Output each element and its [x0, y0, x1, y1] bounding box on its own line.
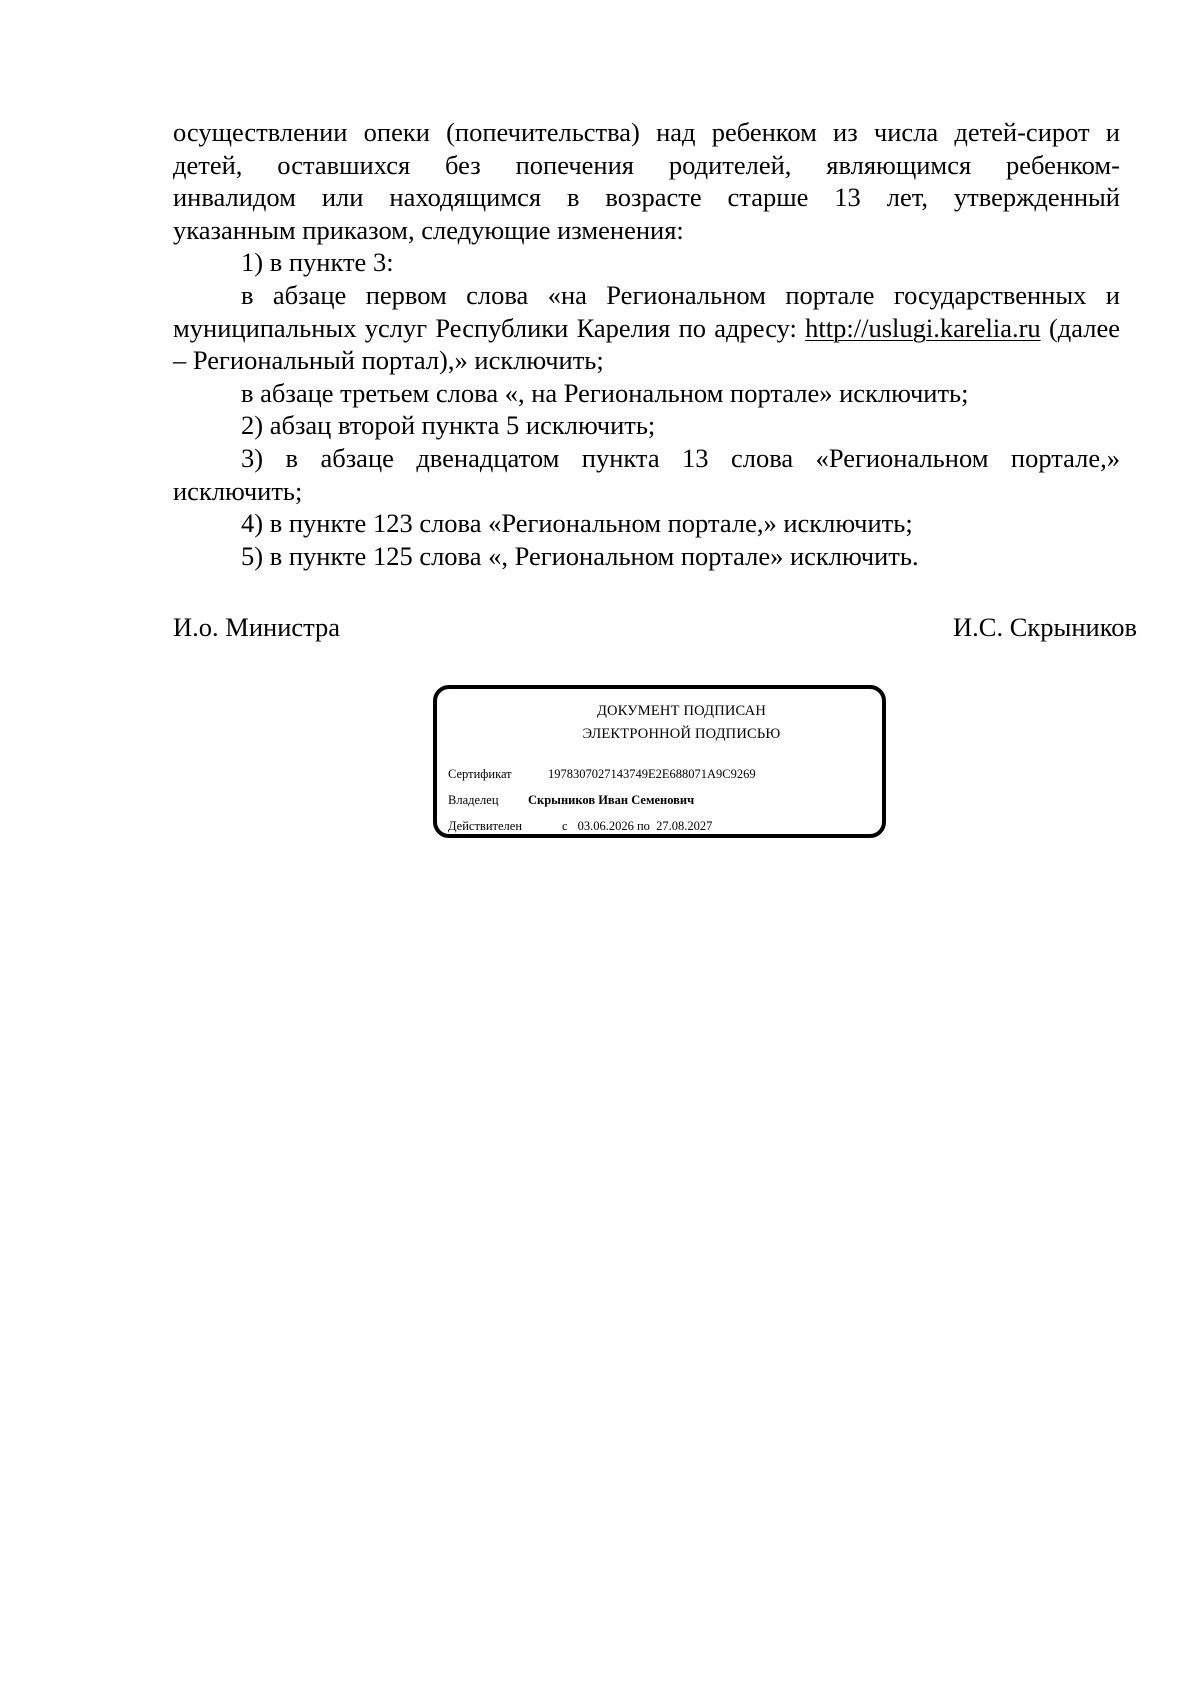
intro-line-3: инвалидом или находящимся в возрасте старше 13 лет, утвержденный [173, 182, 1120, 213]
stamp-owner-row [448, 792, 694, 808]
validity-label: Действителен [448, 819, 523, 833]
signatory-title: И.о. Министра [173, 612, 341, 642]
paragraph-text: в абзаце первом слова «на Региональном портале государственных и муниципальных услуг Республики Карелия по адресу: [173, 279, 1120, 343]
stamp-validity-row [448, 818, 712, 834]
valid-from-date: 03.06.2026 [577, 819, 634, 833]
portal-link[interactable]: http://uslugi.karelia.ru [805, 312, 1041, 343]
stamp-header-line-1: ДОКУМЕНТ ПОДПИСАН [596, 703, 767, 719]
amendment-item-1-paragraph-1 [173, 279, 1120, 377]
intro-line-2: детей, оставшихся без попечения родителей, являющимся ребенком- [173, 149, 1120, 180]
owner-value: Скрыников Иван Семенович [528, 793, 695, 807]
certificate-value: 1978307027143749E2E688071A9C9269 [548, 767, 756, 781]
valid-to-prefix: по [636, 819, 650, 833]
amendment-item-5: 5) в пункте 125 слова «, Региональном портале» исключить. [241, 540, 919, 571]
electronic-signature-stamp [433, 685, 886, 838]
intro-line-1: осуществлении опеки (попечительства) над ребенком из числа детей-сирот и [173, 117, 1120, 147]
stamp-header-line-2: ЭЛЕКТРОННОЙ ПОДПИСЬЮ [582, 726, 781, 742]
owner-label: Владелец [448, 793, 499, 807]
paragraph-text-end: (далее – Региональный портал),» исключить; [173, 312, 1121, 376]
amendment-item-4: 4) в пункте 123 слова «Региональном портале,» исключить; [241, 508, 913, 539]
document-body [173, 116, 1120, 572]
amendment-item-2: 2) абзац второй пункта 5 исключить; [241, 410, 656, 441]
amendment-item-1-paragraph-3: в абзаце третьем слова «, на Региональном портале» исключить; [241, 377, 969, 408]
valid-to-date: 27.08.2027 [656, 819, 713, 833]
certificate-label: Сертификат [448, 767, 512, 781]
amendment-item-1: 1) в пункте 3: [241, 247, 394, 278]
stamp-header [437, 700, 882, 746]
amendment-item-3-end: исключить; [173, 475, 303, 506]
stamp-certificate-row [448, 766, 756, 782]
amendment-item-3: 3) в абзаце двенадцатом пункта 13 слова «Региональном портале,» [241, 442, 1120, 473]
signatory-name: И.С. Скрыников [953, 612, 1137, 642]
intro-line-4: указанным приказом, следующие изменения: [173, 214, 684, 245]
valid-from-prefix: с [562, 819, 568, 833]
